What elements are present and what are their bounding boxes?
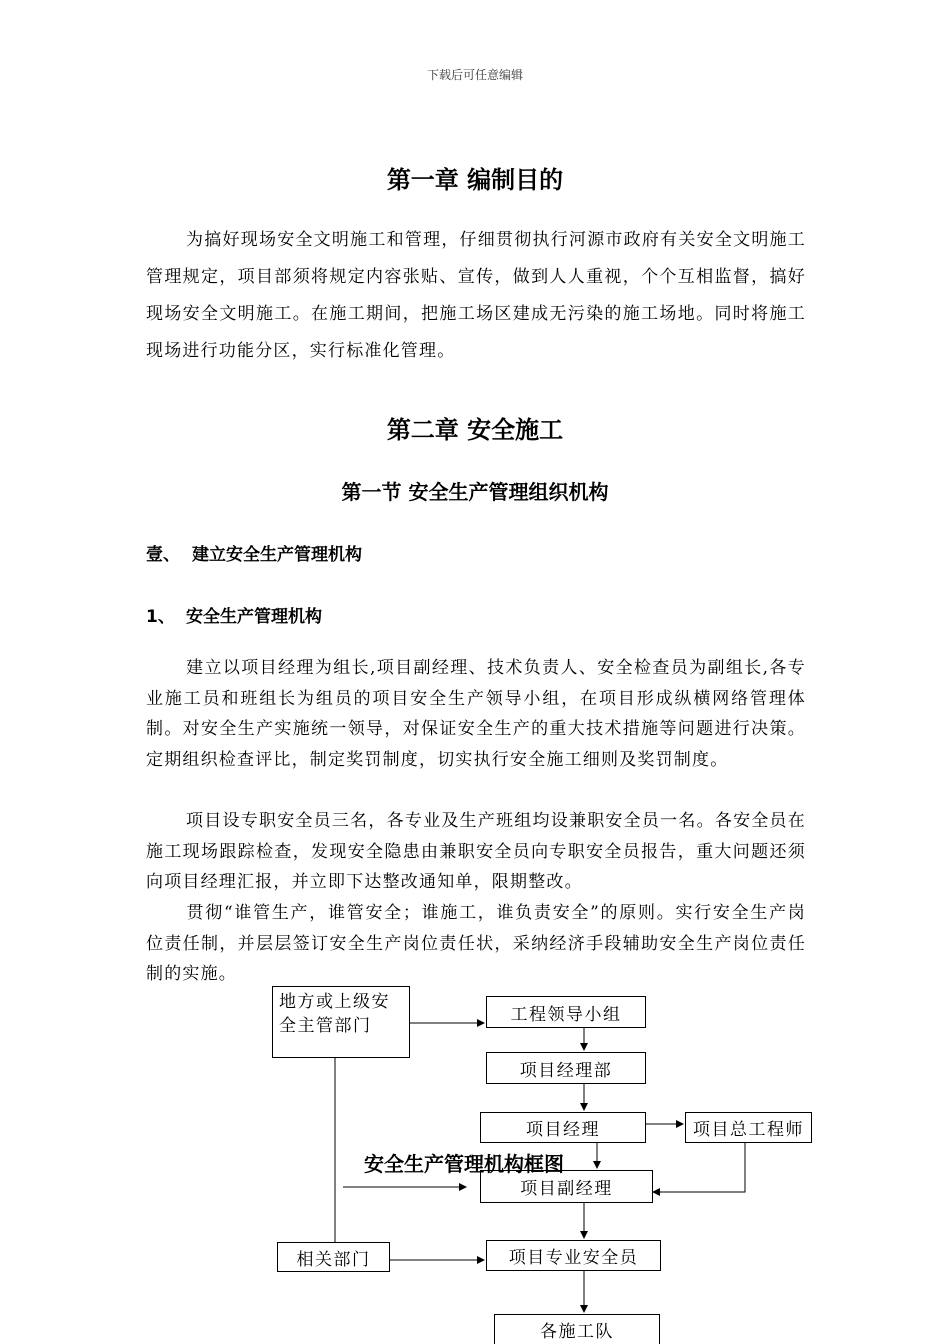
chapter-2-title: 第二章 安全施工 <box>386 416 564 444</box>
heading-level-1-text: 建立安全生产管理机构 <box>192 545 362 565</box>
org-node-local-authority: 地方或上级安全主管部门 <box>272 986 410 1058</box>
org-node-related-dept: 相关部门 <box>277 1242 390 1272</box>
paragraph-responsibility-text: 贯彻“谁管生产，谁管安全；谁施工，谁负责安全”的原则。实行安全生产岗位责任制，并层层签订安全生产岗位责任状，采纳经济手段辅助安全生产岗位责任制的实施。 <box>146 903 806 984</box>
org-node-deputy-manager: 项目副经理 <box>480 1170 653 1203</box>
org-chart-title: 安全生产管理机构框图 <box>364 1152 564 1176</box>
header-note: 下载后可任意编辑 <box>426 68 523 82</box>
heading-level-1-number: 壹、 <box>146 545 180 565</box>
section-1-title: 第一节 安全生产管理组织机构 <box>341 480 609 504</box>
org-node-teams: 各施工队 <box>494 1314 660 1344</box>
org-node-chief-engineer: 项目总工程师 <box>685 1112 812 1143</box>
paragraph-organization-text: 建立以项目经理为组长,项目副经理、技术负责人、安全检查员为副组长,各专业施工员和班组长为组员的项目安全生产领导小组，在项目形成纵横网络管理体制。对安全生产实施统一领导，对保证安全生产的重大技术措施等问题进行决策。定期组织检查评比，制定奖罚制度，切实执行安全施工细则及奖罚制度。 <box>146 658 806 770</box>
org-node-safety-officer: 项目专业安全员 <box>486 1240 661 1271</box>
connector-engineer-to-deputy <box>653 1143 745 1192</box>
org-node-project-dept: 项目经理部 <box>486 1052 646 1084</box>
heading-level-2-number: 1、 <box>146 607 175 627</box>
chapter-1-paragraph-text: 为搞好现场安全文明施工和管理，仔细贯彻执行河源市政府有关安全文明施工管理规定，项目部须将规定内容张贴、宣传，做到人人重视，个个互相监督，搞好现场安全文明施工。在施工期间，把施工场区建成无污染的施工场地。同时将施工现场进行功能分区，实行标准化管理。 <box>146 230 806 361</box>
heading-level-2-text: 安全生产管理机构 <box>186 607 322 627</box>
chapter-1-title: 第一章 编制目的 <box>386 166 564 194</box>
org-node-project-manager: 项目经理 <box>480 1112 646 1143</box>
paragraph-safety-staff-text: 项目设专职安全员三名，各专业及生产班组均设兼职安全员一名。各安全员在施工现场跟踪检查，发现安全隐患由兼职安全员向专职安全员报告，重大问题还须向项目经理汇报，并立即下达整改通知单，限期整改。 <box>146 811 806 892</box>
org-node-leader-group: 工程领导小组 <box>486 996 646 1028</box>
